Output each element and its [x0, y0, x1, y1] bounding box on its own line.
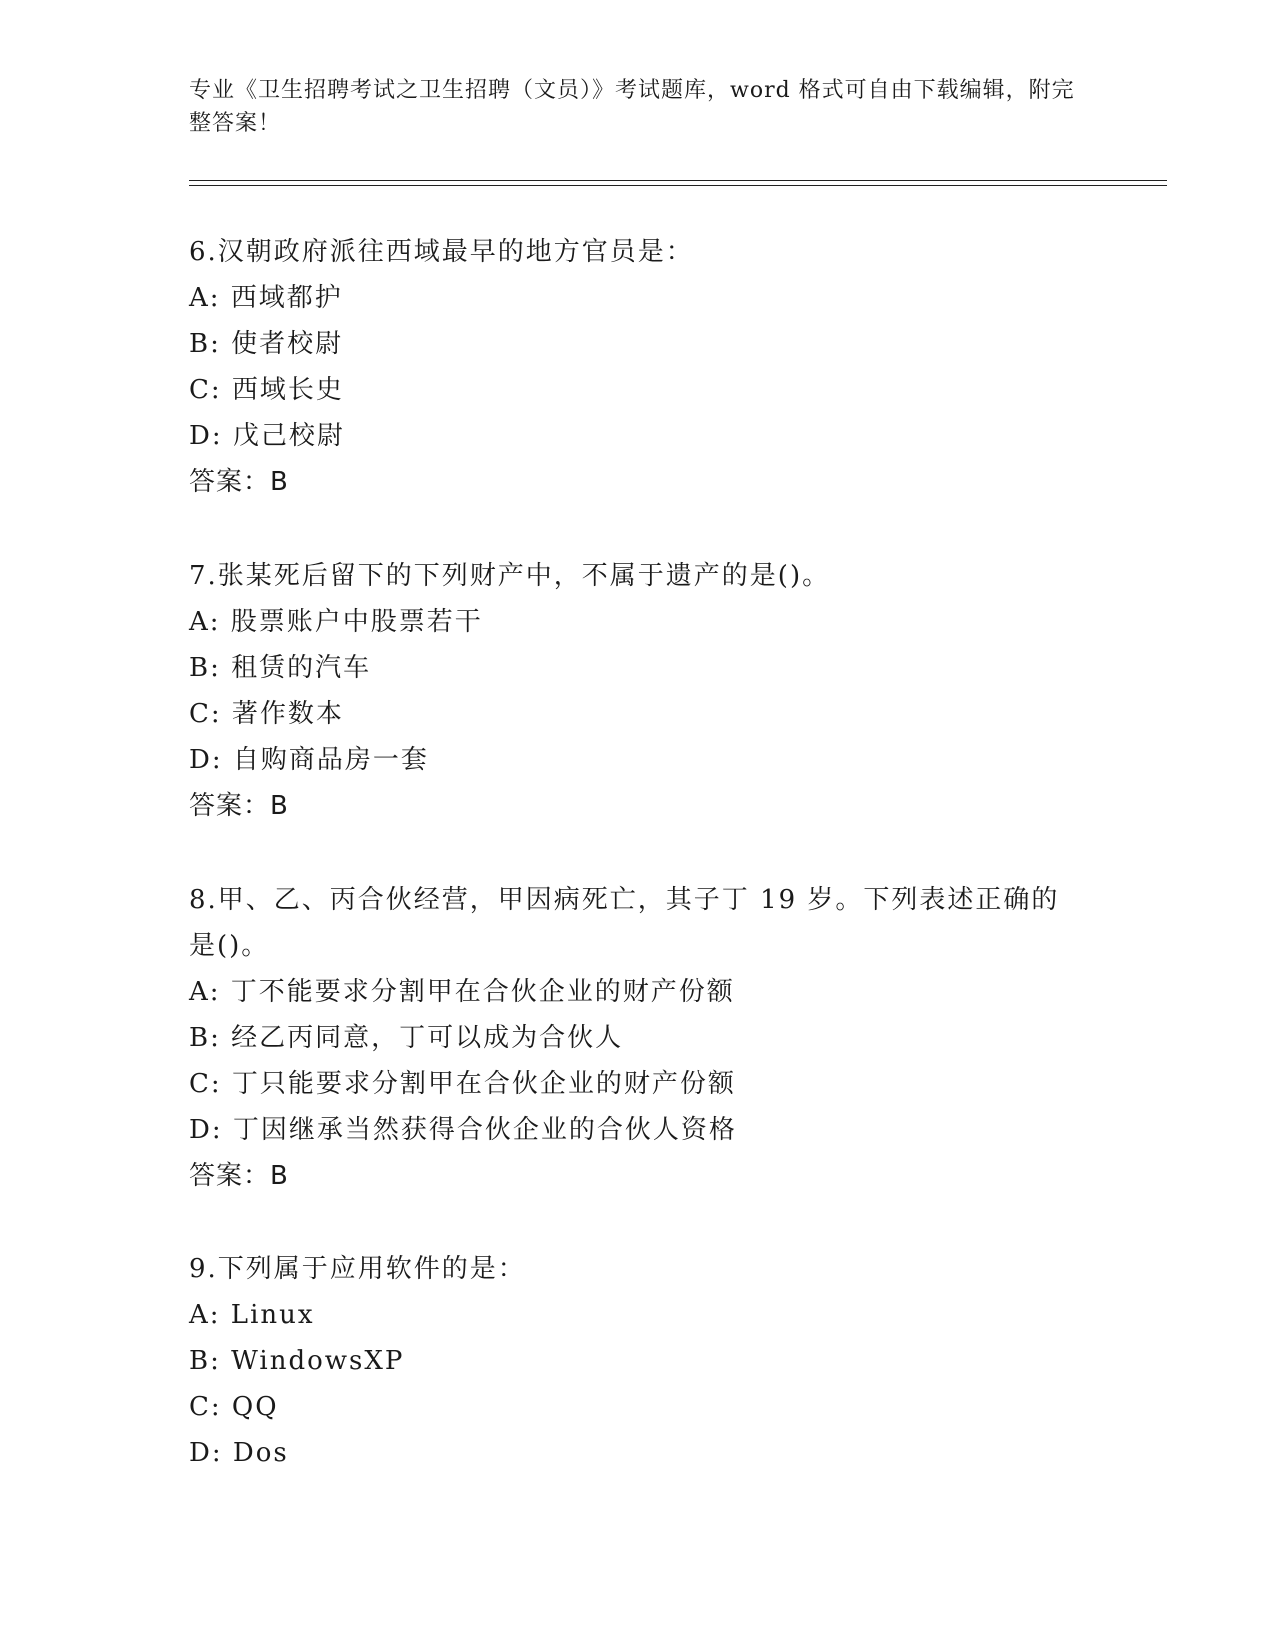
option-a: A: 丁不能要求分割甲在合伙企业的财产份额	[189, 977, 735, 1007]
question-stem: 7.张某死后留下的下列财产中，不属于遗产的是()。	[189, 561, 831, 591]
option-b: B: WindowsXP	[189, 1346, 405, 1376]
answer: 答案：B	[189, 1161, 289, 1191]
option-c: C: 丁只能要求分割甲在合伙企业的财产份额	[189, 1069, 736, 1099]
header-divider-top	[189, 180, 1167, 181]
answer: 答案：B	[189, 467, 289, 497]
option-a: A: 股票账户中股票若干	[189, 607, 483, 637]
question-stem: 6.汉朝政府派往西域最早的地方官员是：	[189, 237, 694, 267]
option-d: D: 戊己校尉	[189, 421, 345, 451]
option-c: C: QQ	[189, 1392, 279, 1422]
header-divider-bottom	[189, 185, 1167, 186]
option-b: B: 租赁的汽车	[189, 653, 372, 683]
option-c: C: 著作数本	[189, 699, 344, 729]
question-stem: 9.下列属于应用软件的是：	[189, 1254, 526, 1284]
option-a: A: 西域都护	[189, 283, 343, 313]
option-b: B: 使者校尉	[189, 329, 344, 359]
option-a: A: Linux	[189, 1300, 315, 1330]
option-b: B: 经乙丙同意，丁可以成为合伙人	[189, 1023, 624, 1053]
option-d: D: 自购商品房一套	[189, 745, 429, 775]
option-d: D: Dos	[189, 1438, 289, 1468]
document-header: 专业《卫生招聘考试之卫生招聘（文员）》考试题库，word 格式可自由下载编辑，附完整答案！	[189, 78, 1075, 136]
option-d: D: 丁因继承当然获得合伙企业的合伙人资格	[189, 1115, 737, 1145]
question-stem-line-2: 是()。	[189, 931, 270, 961]
question-8	[189, 877, 1089, 1199]
question-6	[189, 229, 1089, 505]
question-9	[189, 1246, 1089, 1476]
answer: 答案：B	[189, 791, 289, 821]
option-c: C: 西域长史	[189, 375, 344, 405]
question-stem-line-1: 8.甲、乙、丙合伙经营，甲因病死亡，其子丁 19 岁。下列表述正确的	[189, 885, 1060, 915]
question-7	[189, 553, 1089, 829]
